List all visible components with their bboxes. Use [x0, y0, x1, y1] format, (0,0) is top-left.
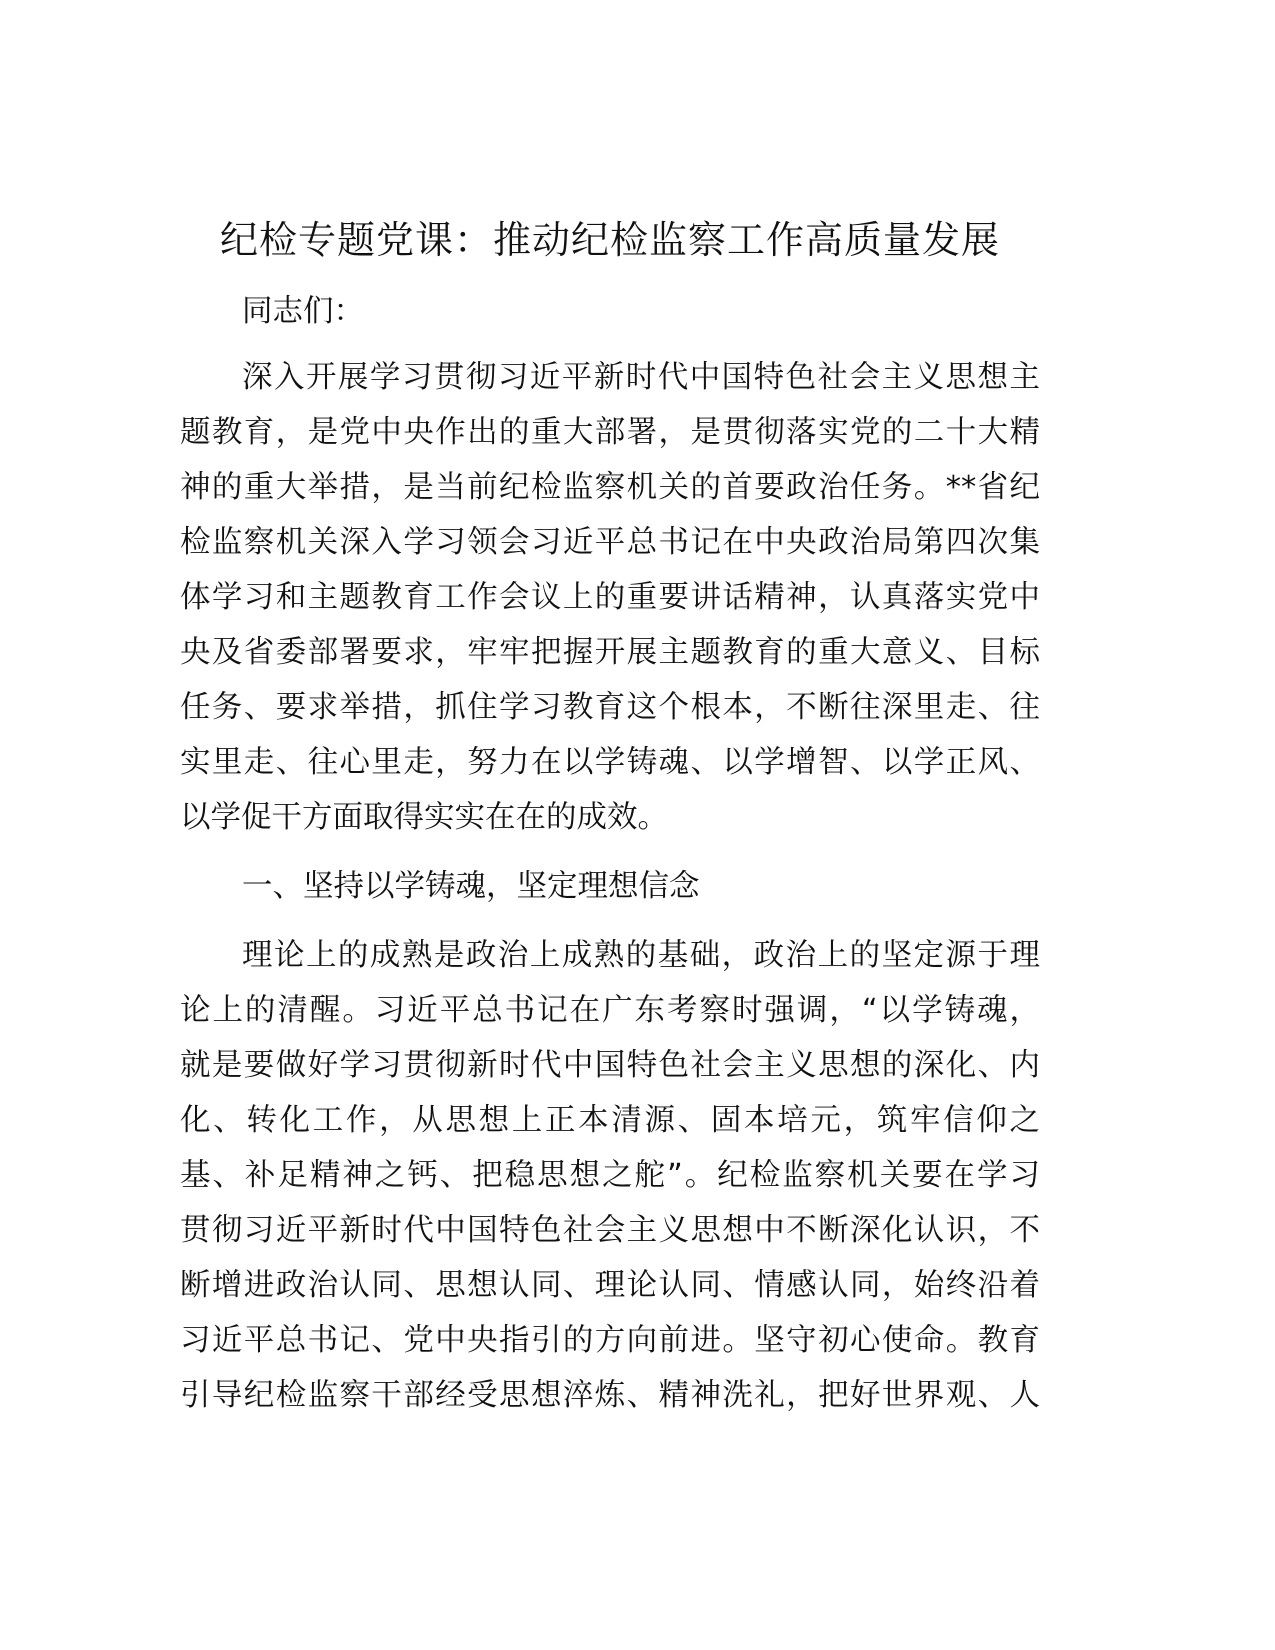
paragraph-2-line: 化、转化工作，从思想上正本清源、固本培元，筑牢信仰之 [180, 1103, 1040, 1138]
paragraph-2-line: 基、补足精神之钙、把稳思想之舵”。纪检监察机关要在学习 [180, 1158, 1040, 1193]
paragraph-2-line: 贯彻习近平新时代中国特色社会主义思想中不断深化认识，不 [180, 1213, 1040, 1248]
paragraph-1-line: 体学习和主题教育工作会议上的重要讲话精神，认真落实党中 [180, 580, 1040, 615]
salutation: 同志们： [242, 294, 364, 329]
paragraph-2-line: 引导纪检监察干部经受思想淬炼、精神洗礼，把好世界观、人 [180, 1378, 1040, 1413]
paragraph-1-line: 任务、要求举措，抓住学习教育这个根本，不断往深里走、往 [180, 690, 1040, 725]
paragraph-1-line: 央及省委部署要求，牢牢把握开展主题教育的重大意义、目标 [180, 635, 1040, 670]
section-heading-1: 一、坚持以学铸魂，坚定理想信念 [242, 869, 700, 904]
paragraph-2-line: 断增进政治认同、思想认同、理论认同、情感认同，始终沿着 [180, 1268, 1040, 1303]
document-title: 纪检专题党课：推动纪检监察工作高质量发展 [219, 218, 1000, 262]
paragraph-2-line: 就是要做好学习贯彻新时代中国特色社会主义思想的深化、内 [180, 1048, 1040, 1083]
paragraph-2-line: 论上的清醒。习近平总书记在广东考察时强调，“以学铸魂， [180, 993, 1040, 1028]
paragraph-1-line: 实里走、往心里走，努力在以学铸魂、以学增智、以学正风、 [180, 745, 1040, 780]
paragraph-1-line: 检监察机关深入学习领会习近平总书记在中央政治局第四次集 [180, 525, 1040, 560]
paragraph-1-line: 以学促干方面取得实实在在的成效。 [180, 800, 668, 835]
paragraph-1-line: 深入开展学习贯彻习近平新时代中国特色社会主义思想主 [242, 360, 1040, 395]
paragraph-1-line: 题教育，是党中央作出的重大部署，是贯彻落实党的二十大精 [180, 415, 1040, 450]
paragraph-1-line: 神的重大举措，是当前纪检监察机关的首要政治任务。**省纪 [180, 470, 1040, 505]
paragraph-2-line: 理论上的成熟是政治上成熟的基础，政治上的坚定源于理 [242, 938, 1040, 973]
paragraph-2-line: 习近平总书记、党中央指引的方向前进。坚守初心使命。教育 [180, 1323, 1040, 1358]
